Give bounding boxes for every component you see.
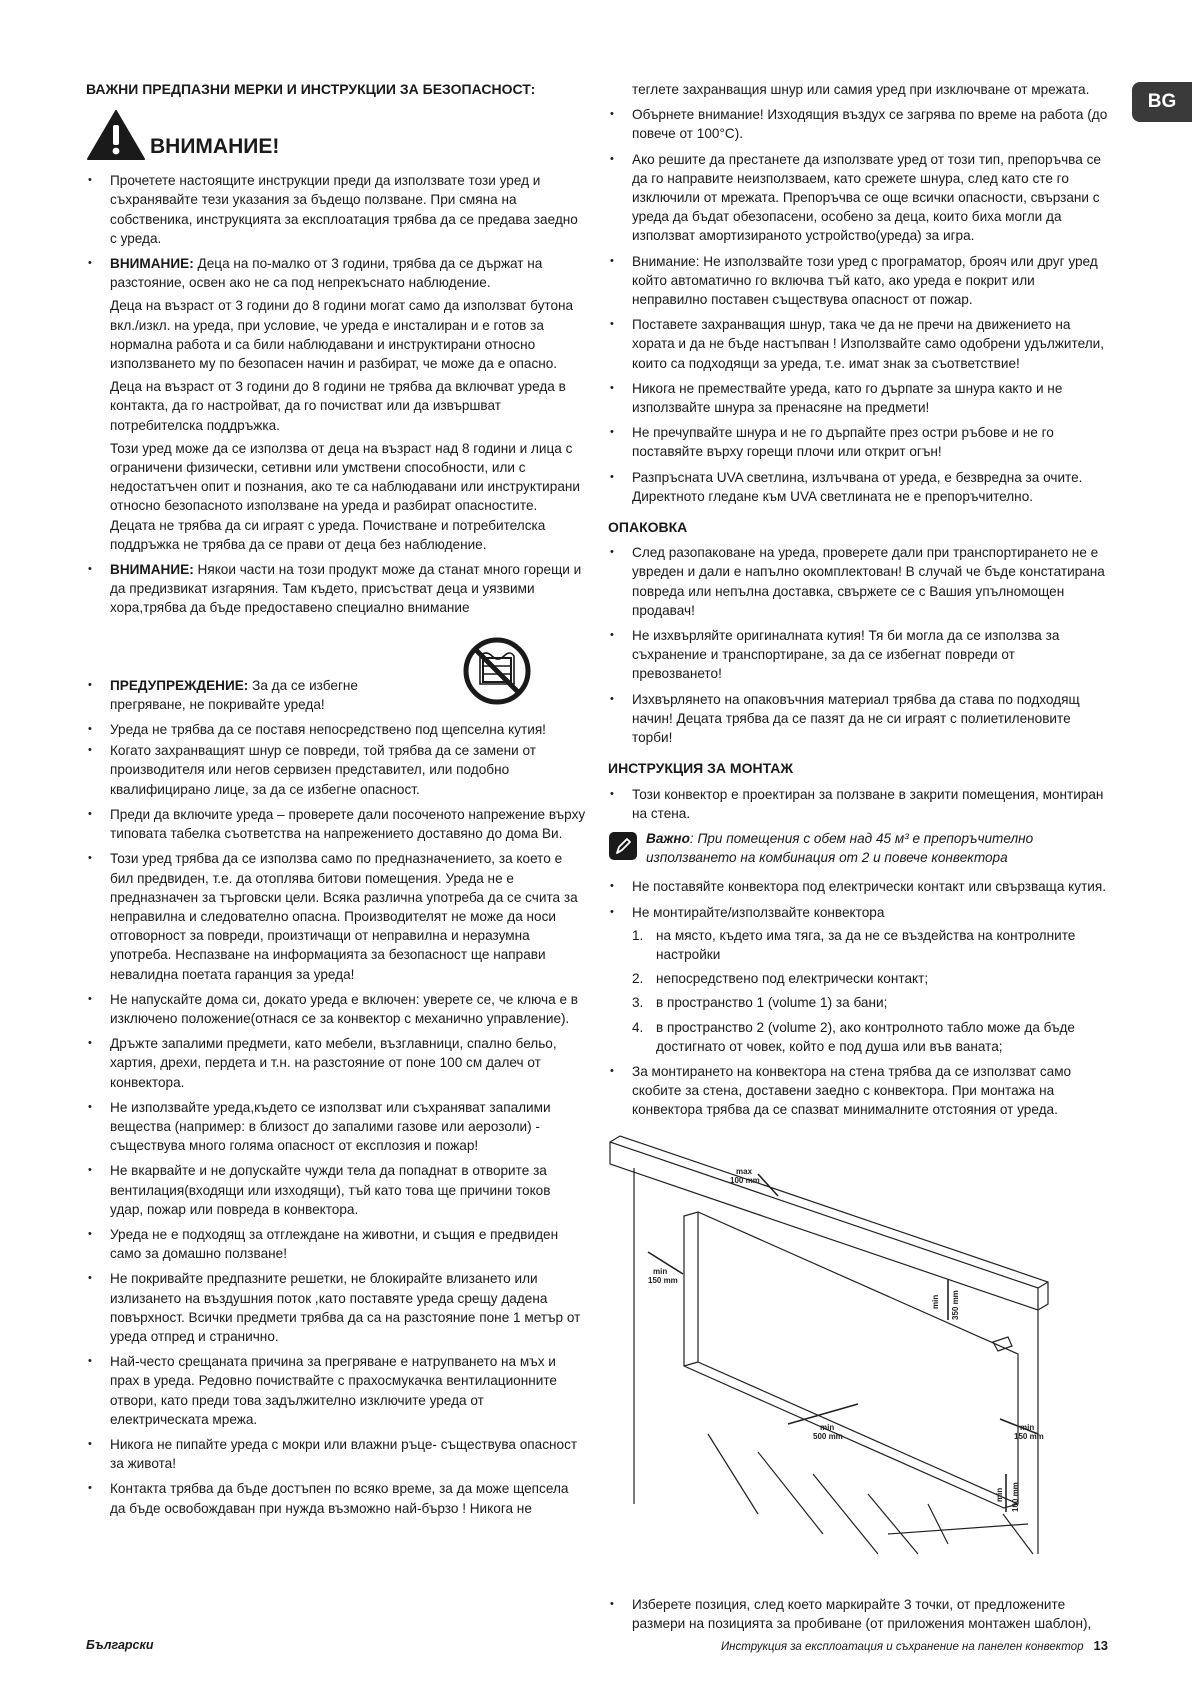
page-number: 13 [1093, 1638, 1108, 1653]
list-item: • Поставете захранващия шнур, така че да не пречи на движението на хората и да не бъде настъпван ! Използвайте само одобрени удължители, които са подходящи за уреда, т.е. имат знак за съответствие! [608, 315, 1108, 373]
label-min-floor: min [995, 1487, 1004, 1502]
label-min-floor-value: 100 mm [1011, 1481, 1020, 1512]
label-min-right: min [1020, 1422, 1035, 1432]
install-list [608, 785, 1108, 823]
warning-title: ВНИМАНИЕ! [150, 135, 280, 159]
list-item: • Ако решите да престанете да използвате уред от този тип, препоръчва се да го направите неизползваем, като срежете шнура, след като сте го изключили от мрежата. Препоръчва се още всички опасности, свързани с уреда да бъдат обезопасени, особено за деца, които биха могли да използват амортизираното устройство(уреда) за игра. [608, 150, 1108, 246]
list-item: • Не вкарвайте и не допускайте чужди тела да попаднат в отворите за вентилация(входящи или изходящи), тъй като това ще причини токов удар, пожар или повреда в конвектора. [86, 1161, 586, 1219]
list-item: • Никога не премествайте уреда, като го дърпате за шнура както и не използвайте шнура за пренасяне на предмети! [608, 379, 1108, 417]
list-item: • ВНИМАНИЕ: Някои части на този продукт може да станат много горещи и да предизвикат изгаряния. Там където, присъстват деца и уязвими хора,трябва да бъде предоставено специално внимание [86, 560, 586, 618]
language-tab: BG [1132, 82, 1192, 122]
list-item: • Внимание: Не използвайте този уред с програматор, брояч или друг уред който автоматично го включва тъй като, ако уреда е покрит или неправилно поставен съществува опасност от пожар. [608, 252, 1108, 310]
list-item: • Контакта трябва да бъде достъпен по всяко време, за да може щепсела да бъде освобождаван при нужда възможно най-бързо ! Никога не [86, 1479, 586, 1517]
list-item: • Изберете позиция, след което маркирайте 3 точки, от предложените размери на позицията за пробиване (от приложения монтажен шаблон), [608, 1595, 1108, 1633]
list-item: Този уред може да се използва от деца на възраст над 8 години и лица с ограничени физически, сетивни или умствени способности, или с недостатъчен опит и познания, ако те са наблюдавани или инструктирани относно безопасното използване на уреда и разбират опасностите. Децата не трябва да си играят с уреда. Почистване и потребителска поддръжка не трябва да се прави от деца без наблюдение. [110, 440, 580, 552]
install-title: ИНСТРУКЦИЯ ЗА МОНТАЖ [608, 760, 794, 777]
list-item: • Обърнете внимание! Изходящия въздух се загрява по време на работа (до повече от 100°C). [608, 105, 1108, 143]
do-not-cover-icon [462, 636, 532, 706]
right-column [608, 80, 1108, 1639]
safety-list-continued [608, 80, 1108, 506]
list-item: • Най-често срещаната причина за прегряване е натрупването на мъх и прах в уреда. Редовно почиствайте с прахосмукачка вентилационните отвори, като преди това задължително изключите уреда от електрическата мрежа. [86, 1352, 586, 1429]
label-min-top: min [931, 1294, 940, 1309]
label-max-value: 100 mm [730, 1175, 760, 1185]
list-item: • ВНИМАНИЕ: Деца на по-малко от 3 години, трябва да се държат на разстояние, освен ако не са под непрекъснато наблюдение. [86, 254, 586, 292]
list-item: • За монтирането на конвектора на стена трябва да се използват само скобите за стена, доставени заедно с конвектора. При монтажа на конвектора трябва да се спазват минималните отстояния от уреда. [608, 1062, 1108, 1120]
pencil-note-icon [608, 831, 638, 861]
warning-header [86, 109, 586, 161]
footer-title: Инструкция за експлоатация и съхранение на панелен конвектор 13 [720, 1638, 1108, 1653]
list-item: • Не поставяйте конвектора под електрически контакт или свързваща кутия. [608, 877, 1108, 896]
list-item: • Дръжте запалими предмети, като мебели, възглавници, спално бельо, хартия, дрехи, пердета и т.н. на разстояние от поне 100 см далеч от конвектора. [86, 1034, 586, 1092]
list-item: • Не изхвърляйте оригиналната кутия! Тя би могла да се използва за съхранение и транспортиране, за да се избегнат повреди от превозването! [608, 626, 1108, 684]
list-item: 3. в пространство 1 (volume 1) за бани; [632, 995, 888, 1011]
list-item: 1. на място, където има тяга, за да не се въздейства на контролните настройки [632, 927, 1076, 962]
list-item: • Никога не пипайте уреда с мокри или влажни ръце- съществува опасност за живота! [86, 1435, 586, 1473]
packaging-title: ОПАКОВКА [608, 519, 688, 536]
label-min-left-value: 150 mm [648, 1275, 678, 1285]
label-min-front: min [820, 1422, 835, 1432]
list-item: • След разопаковане на уреда, проверете дали при транспортирането не е увреден и дали е напълно окомплектован! В случай че бъде констатирана повреда или непълна доставка, свържете се с Вашия упълномощен продавач! [608, 543, 1108, 620]
mounting-clearance-diagram [608, 1134, 1088, 1564]
list-item: • Не покривайте предпазните решетки, не блокирайте влизането или излизането на въздушния поток ,като поставяте уреда срещу дадена повърхност. Всички предмети трябва да са на разстояние поне 1 метър от уреда отпред и странично. [86, 1269, 586, 1346]
safety-heading: ВАЖНИ ПРЕДПАЗНИ МЕРКИ И ИНСТРУКЦИИ ЗА БЕЗОПАСНОСТ: [86, 81, 536, 97]
list-item: • Изхвърлянето на опаковъчния материал трябва да става по подходящ начин! Децата трябва да се пазят да не си играят с полиетиленовите торби! [608, 690, 1108, 748]
list-item: Деца на възраст от 3 години до 8 години могат само да използват бутона вкл./изкл. на уреда, при условие, че уреда е инсталиран и е готов за нормална работа и са били наблюдавани и инструктирани относно използването му по безопасен начин и разбират, че може да е опасно. [110, 298, 574, 372]
list-item: • ПРЕДУПРЕЖДЕНИЕ: За да се избегне прегряване, не покривайте уреда! [86, 676, 586, 714]
install-list-2 [608, 877, 1108, 1119]
list-item: теглете захранващия шнур или самия уред при изключване от мрежата. [632, 82, 1090, 97]
list-item: 4. в пространство 2 (volume 2), ако контролното табло може да бъде достигнато от човек, който е под душа или във ваната; [632, 1019, 1075, 1054]
list-item: • Преди да включите уреда – проверете дали посоченото напрежение върху типовата табелка съответства на напрежението доставяно до дома Ви. [86, 805, 586, 843]
note-text: Важно: При помещения с обем над 45 м³ е препоръчително използването на комбинация от 2 и повече конвектора [646, 830, 1034, 866]
label-max: max [736, 1166, 753, 1176]
label-min-front-value: 500 mm [813, 1431, 843, 1441]
list-item: • Разпръснатa UVA светлина, излъчвана от уреда, е безвредна за очите. Директното гледане към UVA светлината не е препоръчително. [608, 468, 1108, 506]
label-min-right-value: 150 mm [1014, 1431, 1044, 1441]
important-note [608, 829, 1108, 867]
warning-triangle-icon [86, 109, 146, 161]
list-item: • Не монтирайте/използвайте конвектора 1. на място, където има тяга, за да не се въздейства на контролните настройки 2. непосредствено под електрически контакт; 3. в пространство 1 (volume 1) за бани; 4. в пространство 2 (volume 2), ако контролното табло може да бъде достигнато от човек, който е под душа или във ваната; [608, 903, 1108, 1056]
list-item: • Когато захранващият шнур се повреди, той трябва да се замени от производителя или негов сервизен представител, или подобно квалифицирано лице, за да се избегне опасност. [86, 741, 586, 799]
list-item: 2. непосредствено под електрически контакт; [632, 971, 929, 987]
list-item: • Прочетете настоящите инструкции преди да използвате този уред и съхранявайте тези указания за бъдещо ползване. При смяна на собственика, инструкцията за експлоатация трябва да се предава заедно с уреда. [86, 171, 586, 248]
overheat-warning [86, 676, 586, 714]
list-item: • Този уред трябва да се използва само по предназначението, за което е бил предвиден, т.е. да отоплява битови помещения. Уреда не е предназначен за търговски цели. Всяка различна употреба да се счита за неправилна и следователно опасна. Производителят не може да носи отговорност за повреди, произтичащи от неправилна и неразумна употреба. Неспазване на информацията за безопасност ще направи невалидна поетата гаранция за уреда! [86, 849, 586, 983]
label-min-top-value: 350 mm [951, 1289, 960, 1320]
list-item: • Уреда не трябва да се поставя непосредствено под щепселна кутия! [86, 720, 586, 739]
safety-list [86, 171, 586, 617]
footer-language: Български [86, 1638, 154, 1652]
list-item: • Не напускайте дома си, докато уреда е включен: уверете се, че ключа е в изключено положение(отнася се за конвектор с механично управление). [86, 990, 586, 1028]
left-column [86, 80, 586, 1524]
list-item: • Този конвектор е проектиран за ползване в закрити помещения, монтиран на стена. [608, 785, 1108, 823]
list-item: • Не използвайте уреда,където се използват или съхраняват запалими вещества (например: в близост до запалими газове или аерозоли) - съществува много голяма опасност от експлозия и пожар! [86, 1098, 586, 1156]
list-item: Деца на възраст от 3 години до 8 години не трябва да включват уреда в контакта, да го настройват, да го почистват или да извършват потребителска поддръжка. [110, 379, 566, 433]
label-min-left: min [653, 1266, 668, 1276]
safety-list-2 [86, 720, 586, 1518]
list-item: • Не пречупвайте шнура и не го дърпайте през остри ръбове и не го поставяйте върху горещи плочи или открит огън! [608, 423, 1108, 461]
packaging-list [608, 543, 1108, 747]
numbered-list [632, 926, 1108, 1056]
list-item: • Уреда не е подходящ за отглеждане на животни, и същия е предвиден само за домашно ползване! [86, 1225, 586, 1263]
install-list-3 [608, 1595, 1108, 1633]
